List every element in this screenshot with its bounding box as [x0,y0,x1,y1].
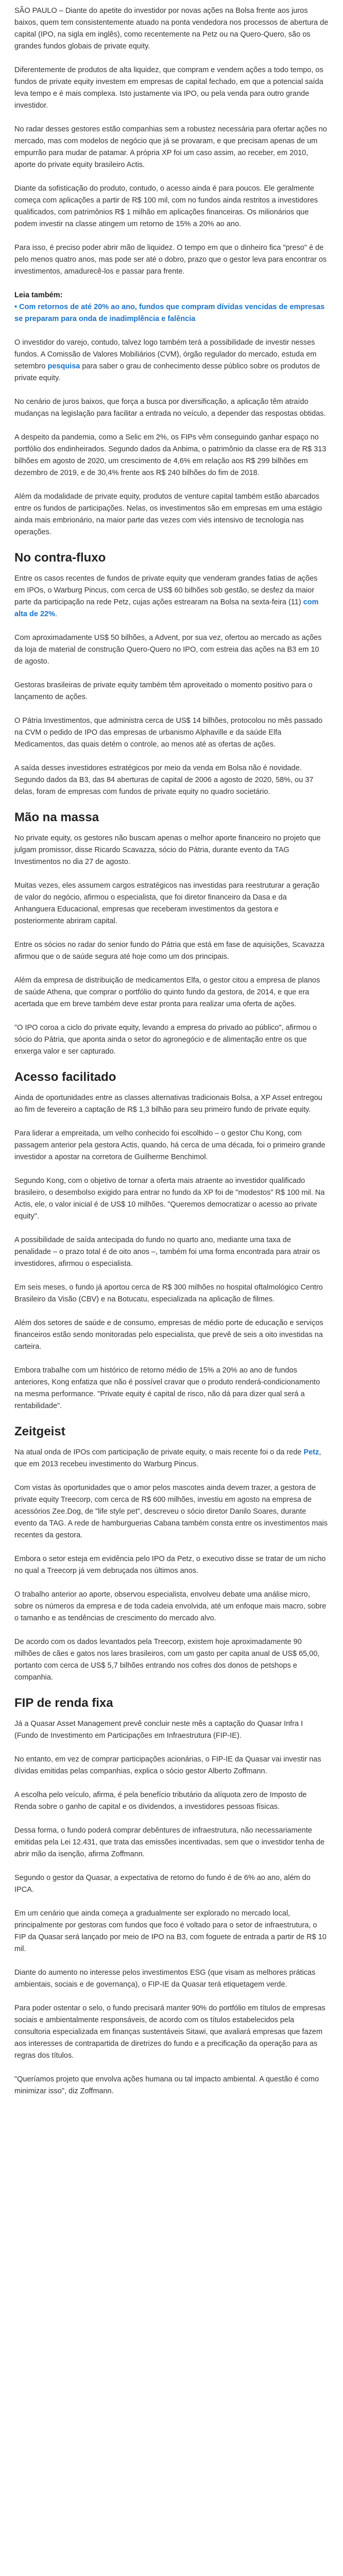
inline-link[interactable]: com alta de 22% [14,598,319,618]
article-paragraph: SÃO PAULO – Diante do apetite do investidor por novas ações na Bolsa frente aos juros baixos, quem tem consistentemente atuado na ponta vendedora nos processos de abertura de capital (IPO, na sigla em inglês), como recentemente na Petz ou na Quero-Quero, são os grandes fundos globais de private equity. [14,7,329,50]
read-also-box [14,290,329,325]
article-paragraph: No entanto, em vez de comprar participações acionárias, o FIP-IE da Quasar vai investir nas dívidas emitidas pelas companhias, explica o sócio gestor Alberto Zoffmann. [14,1755,321,1775]
section-heading: No contra-fluxo [14,551,106,565]
article-paragraph: No radar desses gestores estão companhias sem a robustez necessária para ofertar ações no mercado, mas com modelos de negócio que já se provaram, e que precisam apenas de um empurrão para mudar de patamar. A própria XP foi um caso assim, ao receber, em 2010, aporte do private equity brasileiro Actis. [14,125,327,169]
article-paragraph: Já a Quasar Asset Management prevê concluir neste mês a captação do Quasar Infra I (Fundo de Investimento em Participações em Infraestrutura (FIP-IE). [14,1720,303,1740]
article-paragraph: A escolha pelo veículo, afirma, é pela benefício tributário da alíquota zero de Imposto de Renda sobre o ganho de capital e os dividendos, a investidores pessoas físicas. [14,1791,307,1811]
article-paragraph: Para isso, é preciso poder abrir mão de liquidez. O tempo em que o dinheiro fica "preso" é de pelo menos quatro anos, mas pode ser até o dobro, prazo que o gestor leva para encontrar os investimentos, amadurecê-los e passar para frente. [14,244,327,276]
article-paragraph: No private equity, os gestores não buscam apenas o melhor aporte financeiro no projeto que julgam promissor, disse Ricardo Scavazza, sócio do Pátria, durante evento da TAG Investimentos no dia 27 de agosto. [14,834,321,866]
article-paragraph: Embora trabalhe com um histórico de retorno médio de 15% a 20% ao ano de fundos anteriores, Kong enfatiza que não é possível cravar que o produto renderá-condicionamento na mesma performance. "Private equity é capital de risco, não dá para dizer qual será a rentabilidade". [14,1366,320,1410]
article-paragraph: Entre os casos recentes de fundos de private equity que venderam grandes fatias de ações em IPOs, o Warburg Pincus, com cerca de US$ 60 bilhões sob gestão, se desfez da maior parte da participação na rede Petz, cujas ações estrearam na Bolsa na sexta-feira (11) com alta de 22%. [14,574,319,618]
section-heading: Acesso facilitado [14,1070,116,1084]
article-paragraph: Muitas vezes, eles assumem cargos estratégicos nas investidas para reestruturar a geração de valor do negócio, afirmou o especialista, que foi diretor financeiro da Dasa e da Anhanguera Educacional, empresas que receberam investimentos da gestora e posteriormente abriram capital. [14,882,320,925]
section-heading: FIP de renda fixa [14,1696,113,1710]
article-paragraph: "Queríamos projeto que envolva ações humana ou tal impacto ambiental. A questão é como minimizar isso", diz Zoffmann. [14,2075,319,2095]
article-paragraph: A despeito da pandemia, como a Selic em 2%, os FIPs vêm conseguindo ganhar espaço no portfólio dos endinheirados. Segundo dados da Anbima, o patrimônio da classe era de R$ 313 bilhões em agosto de 2020, um crescimento de 4,6% em relação aos R$ 299 bilhões em dezembro de 2019, e de 30,4% frente aos R$ 240 bilhões do fim de 2018. [14,433,327,477]
article-paragraph: Além dos setores de saúde e de consumo, empresas de médio porte de educação e serviços financeiros estão sendo monitoradas pelo especialista, que prevê de seis a oito investidas na carteira. [14,1319,323,1351]
article-paragraph: Em um cenário que ainda começa a gradualmente ser explorado no mercado local, principalmente por gestoras com fundos que foco é voltado para o setor de infraestrutura, o FIP da Quasar será lançado por meio de IPO na B3, com foguete de entrada a partir de R$ 10 mil. [14,1909,327,1953]
article-paragraph: Para poder ostentar o selo, o fundo precisará manter 90% do portfólio em títulos de empresas sociais e ambientalmente responsáveis, de acordo com os títulos estabelecidos pela consultoria especializada em finanças sustentáveis Sitawi, que avaliará empresas que fazem aos interesses de contrapartida de diretrizes do fundo e a precificação da operação para as regras dos títulos. [14,2004,325,2060]
article-paragraph: Diferentemente de produtos de alta liquidez, que compram e vendem ações a todo tempo, os fundos de private equity investem em empresas de capital fechado, em que a potencial saída leva tempo e é mais complexa. Isto justamente via IPO, ou pela venda para outro grande investidor. [14,66,323,110]
article-paragraph: De acordo com os dados levantados pela Treecorp, existem hoje aproximadamente 90 milhões de cães e gatos nos lares brasileiros, com um gasto per capita anual de US$ 65,00, portanto com cerca de US$ 5,7 bilhões entrando nos cofres dos donos de petshops e companhia. [14,1638,320,1682]
article-paragraph: Entre os sócios no radar do senior fundo do Pátria que está em fase de aquisições, Scavazza afirmou que o de saúde segura até hoje como um dos principais. [14,941,325,961]
article-paragraph: Na atual onda de IPOs com participação de private equity, o mais recente foi o da rede Petz, que em 2013 recebeu investimento do Warburg Pincus. [14,1448,321,1468]
article-paragraph: O Pátria Investimentos, que administra cerca de US$ 14 bilhões, protocolou no mês passado na CVM o pedido de IPO das empresas de urbanismo Alphaville e da saúde Elfa Medicamentos, das quais detém o controle, ao menos até as ofertas de ações. [14,717,323,749]
article-paragraph: Gestoras brasileiras de private equity também têm aproveitado o momento positivo para o lançamento de ações. [14,681,313,701]
article-paragraph: Em seis meses, o fundo já aportou cerca de R$ 300 milhões no hospital oftalmológico Centro Brasileiro da Visão (CBV) e na Botucatu, especializada na aplicação de filmes. [14,1283,323,1303]
article-paragraph: A saída desses investidores estratégicos por meio da venda em Bolsa não é novidade. Segundo dados da B3, das 84 aberturas de capital de 2006 a agosto de 2020, 58%, ou 37 delas, foram de empresas com fundos de private equity no quadro societário. [14,764,314,796]
article-paragraph: Diante da sofisticação do produto, contudo, o acesso ainda é para poucos. Ele geralmente começa com aplicações a partir de R$ 100 mil, com no fundos ainda restritos a investidores qualificados, com patrimônios R$ 1 milhão em aplicações financeiras. Os milionários que podem investir na classe atingem um retorno de 15% a 20% ao ano. [14,184,318,228]
article-content [14,5,329,2097]
read-also-title: Leia também: [14,291,63,299]
article-paragraph: Ainda de oportunidades entre as classes alternativas tradicionais Bolsa, a XP Asset entregou ao fim de fevereiro a captação de R$ 1,3 bilhão para seu primeiro fundo de private equity. [14,1094,322,1114]
article-body [14,0,329,2125]
read-also-link[interactable]: • Com retornos de até 20% ao ano, fundos que compram dívidas vencidas de empresas se preparam para onda de inadimplência e falência [14,303,325,323]
article-paragraph: Embora o setor esteja em evidência pelo IPO da Petz, o executivo disse se tratar de um nicho no qual a Treecorp já vem debruçada nos últimos anos. [14,1555,326,1575]
article-paragraph: Segundo Kong, com o objetivo de tornar a oferta mais atraente ao investidor qualificado brasileiro, o desembolso exigido para entrar no fundo da XP foi de "modestos" R$ 100 mil. Na Actis, ele, o valor inicial é de US$ 10 milhões. "Queremos democratizar o acesso ao private equity". [14,1177,325,1221]
article-paragraph: Com vistas às oportunidades que o amor pelos mascotes ainda devem trazer, a gestora de private equity Treecorp, com cerca de R$ 600 milhões, investiu em agosto na empresa de acessórios Zee.Dog, de "life style pet", descreveu o sócio diretor Danilo Soares, durante evento da TAG. A rede de hamburguerias Cabana também consta entre os investimentos mais recentes da gestora. [14,1484,328,1539]
article-paragraph: O investidor do varejo, contudo, talvez logo também terá a possibilidade de investir nesses fundos. A Comissão de Valores Mobiliários (CVM), órgão regulador do mercado, estuda em setembro pesquisa para saber o grau de conhecimento desse público sobre os produtos de private equity. [14,338,320,382]
article-paragraph: "O IPO coroa a ciclo do private equity, levando a empresa do privado ao público", afirmou o sócio do Pátria, que aponta ainda o setor do agronegócio e de alimentação entre os que enxerga valor e ser capturado. [14,1024,317,1056]
article-paragraph: A possibilidade de saída antecipada do fundo no quarto ano, mediante uma taxa de penalidade – o prazo total é de oito anos –, também foi uma forma encontrada para atrair os investidores, afirmou o especialista. [14,1236,320,1268]
article-paragraph: Com aproximadamente US$ 50 bilhões, a Advent, por sua vez, ofertou ao mercado as ações da loja de material de construção Quero-Quero no IPO, com estreia das ações na B3 em 10 de agosto. [14,634,322,666]
inline-link[interactable]: pesquisa [47,362,80,370]
article-paragraph: No cenário de juros baixos, que força a busca por diversificação, a aplicação têm atraído mudanças na legislação para facilitar a entrada no veículo, a depender das respostas obtidas. [14,398,326,418]
section-heading: Mão na massa [14,810,99,824]
article-paragraph: Para liderar a empreitada, um velho conhecido foi escolhido – o gestor Chu Kong, com passagem anterior pela gestora Actis, quando, há cerca de uma década, foi o primeiro grande investidor a apostar na corretora de Guilherme Benchimol. [14,1129,325,1161]
article-paragraph: Além da empresa de distribuição de medicamentos Elfa, o gestor citou a empresa de planos de saúde Athena, que comprar o portfólio do quinto fundo da gestora, de 2014, e que era acertada que em breve também deve estar pronta para realizar uma oferta de ações. [14,976,320,1008]
article-paragraph: Além da modalidade de private equity, produtos de venture capital também estão abarcados entre os fundos de participações. Nelas, os investimentos são em empresas em uma estágio ainda mais embrionário, na maior parte das vezes com viés intensivo de tecnologia nas operações. [14,493,322,536]
article-paragraph: O trabalho anterior ao aporte, observou especialista, envolveu debate uma análise micro, sobre os números da empresa e de toda cadeia envolvida, até um enfoque mais macro, sobre o tamanho e as tendências de crescimento do mercado alvo. [14,1590,327,1622]
article-paragraph: Diante do aumento no interesse pelos investimentos ESG (que visam as melhores práticas ambientais, sociais e de governança), o FIP-IE da Quasar terá etiquetagem verde. [14,1969,316,1989]
article-paragraph: Segundo o gestor da Quasar, a expectativa de retorno do fundo é de 6% ao ano, além do IPCA. [14,1874,311,1894]
section-heading: Zeitgeist [14,1425,65,1438]
article-paragraph: Dessa forma, o fundo poderá comprar debêntures de infraestrutura, não necessariamente emitidas pela Lei 12.431, que trata das emissões incentivadas, sem que o investidor tenha de abrir mão da isenção, afirma Zoffmann. [14,1826,325,1858]
inline-link[interactable]: Petz [303,1448,319,1456]
